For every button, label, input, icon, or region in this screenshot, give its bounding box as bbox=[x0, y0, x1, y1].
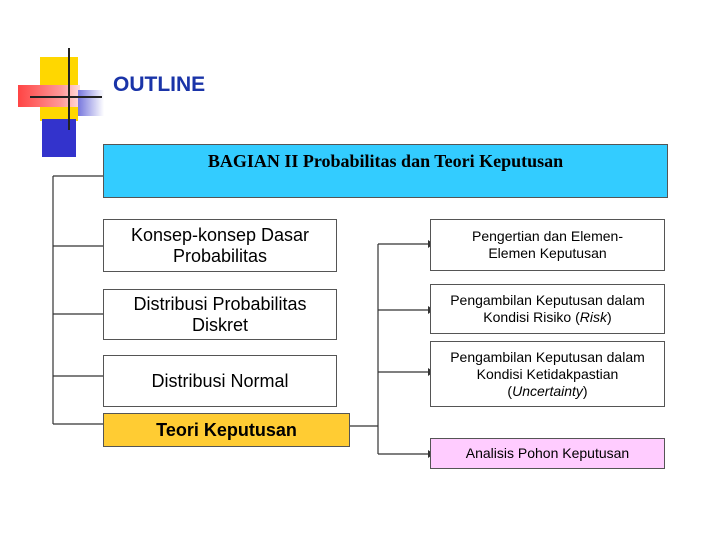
kondisi-ketidakpastian-end: ) bbox=[582, 382, 588, 399]
box-distribusi-normal bbox=[103, 355, 337, 407]
distribusi-normal-label: Distribusi Normal bbox=[151, 370, 289, 391]
kondisi-risiko-italic: Risk bbox=[579, 309, 608, 325]
box-kondisi-ketidakpastian bbox=[430, 341, 665, 407]
teori-keputusan-label: Teori Keputusan bbox=[156, 419, 297, 440]
box-distribusi-diskret bbox=[103, 289, 337, 340]
kondisi-ketidakpastian-text: Pengambilan Keputusan dalam Kondisi Ketidakpastian ( bbox=[450, 348, 645, 399]
kondisi-ketidakpastian-italic: Uncertainty bbox=[512, 382, 583, 399]
box-analisis-pohon bbox=[430, 438, 665, 469]
kondisi-ketidakpastian-label bbox=[448, 349, 648, 400]
kondisi-risiko-label bbox=[435, 292, 660, 326]
box-kondisi-risiko bbox=[430, 284, 665, 334]
header-label: BAGIAN II Probabilitas dan Teori Keputusan bbox=[207, 151, 564, 171]
page-title: OUTLINE bbox=[113, 73, 206, 96]
konsep-dasar-label: Konsep-konsep Dasar Probabilitas bbox=[130, 224, 310, 266]
box-pengertian bbox=[430, 219, 665, 271]
pengertian-label: Pengertian dan Elemen-Elemen Keputusan bbox=[472, 228, 623, 261]
distribusi-diskret-label: Distribusi Probabilitas Diskret bbox=[133, 293, 307, 335]
header-box bbox=[103, 144, 668, 198]
kondisi-risiko-text: Pengambilan Keputusan dalam Kondisi Risiko ( bbox=[450, 292, 645, 325]
kondisi-risiko-end: ) bbox=[607, 309, 612, 325]
box-teori-keputusan bbox=[103, 413, 350, 447]
box-konsep-dasar bbox=[103, 219, 337, 272]
analisis-pohon-label: Analisis Pohon Keputusan bbox=[465, 445, 630, 461]
